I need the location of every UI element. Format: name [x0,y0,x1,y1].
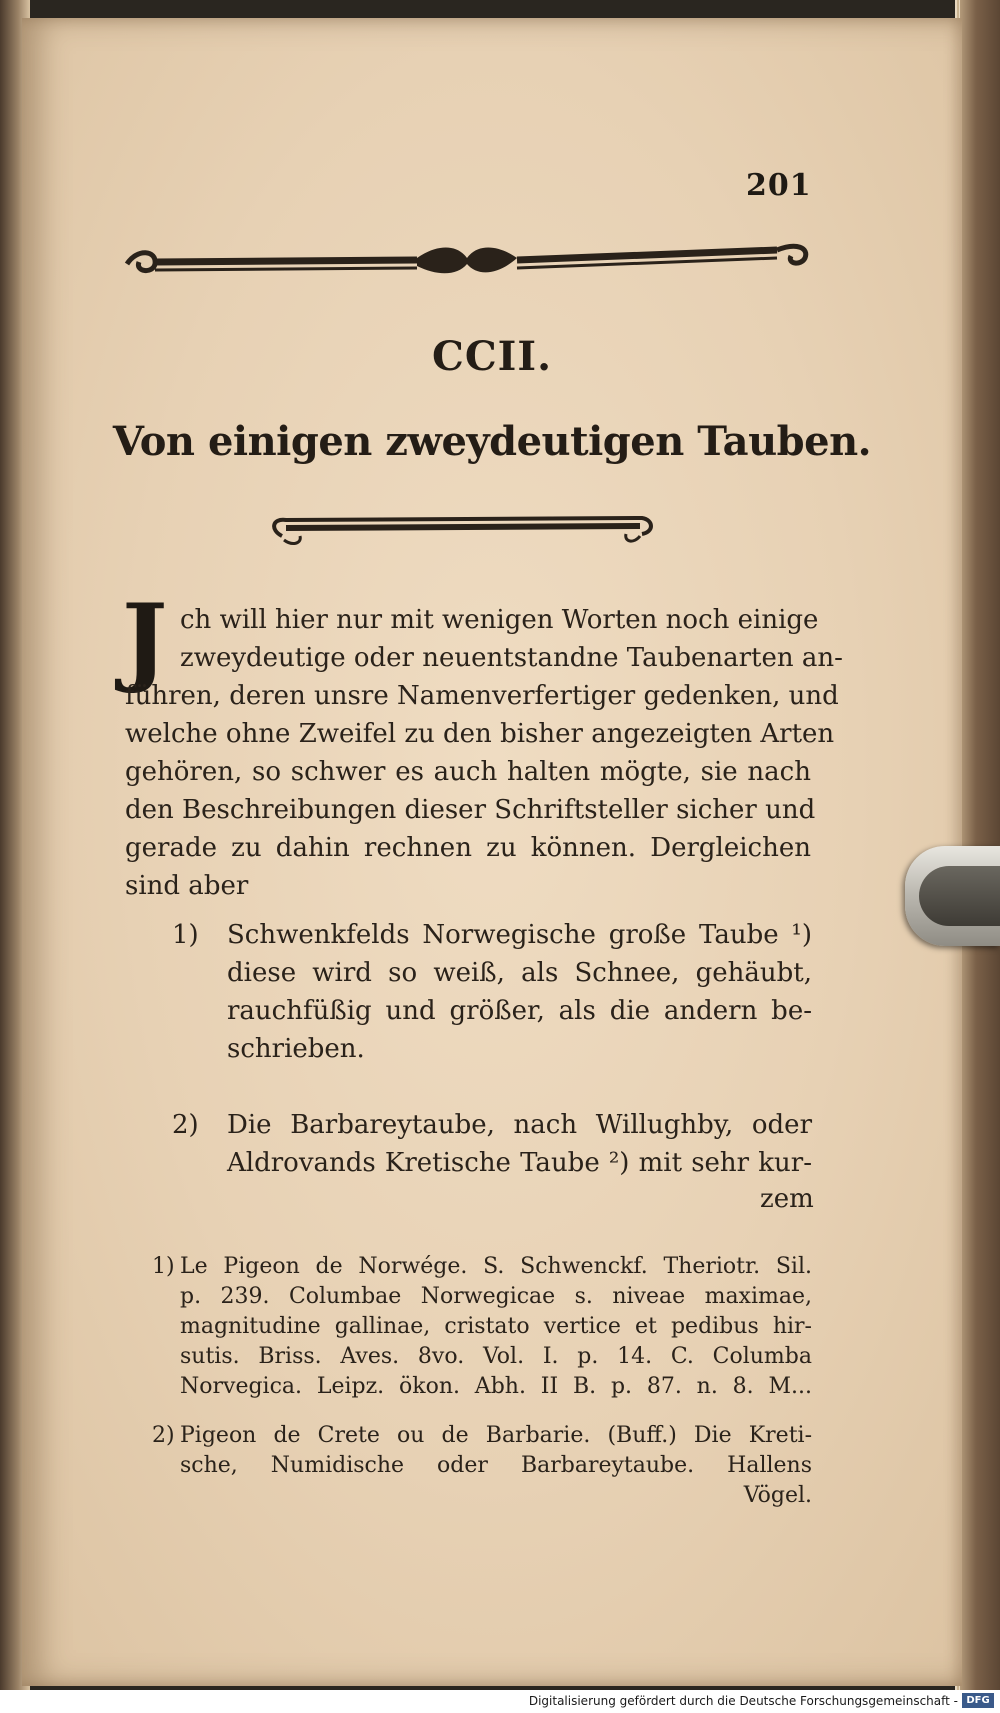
footnote-line: sche, Numidische oder Barbareytaube. Hallens [180,1453,812,1478]
book-clip [905,846,1000,946]
digitization-credit: Digitalisierung gefördert durch die Deutsche Forschungsgemeinschaft - [528,1694,958,1708]
chapter-number: CCII. [431,333,553,380]
list-item-line: schrieben. [227,1034,365,1064]
main-line: sind aber [125,871,249,901]
title-ornament [262,510,662,550]
footnote-line: Le Pigeon de Norwége. S. Schwenckf. Theriotr. Sil. [180,1254,812,1279]
page-number: 201 [746,168,812,203]
footnote-line: magnitudine gallinae, cristato vertice et pedibus hir- [180,1314,812,1339]
main-line: den Beschreibungen dieser Schriftsteller sicher und [125,795,816,825]
catchword: zem [760,1184,814,1214]
footnote-number: 2) [152,1423,175,1448]
list-item-number: 2) [172,1110,199,1140]
dfg-logo-icon: DFG [962,1693,994,1708]
chapter-title: Von einigen zweydeutigen Tauben. [112,418,872,465]
main-line: führen, deren unsre Namenverfertiger gedenken, und [125,681,839,711]
main-line: welche ohne Zweifel zu den bisher angezeigten Arten [125,719,835,749]
list-item-line: Aldrovands Kretische Taube ²) mit sehr kur- [227,1148,812,1178]
bleed-through-text [112,168,832,240]
drop-cap: J [122,583,168,696]
main-paragraph-start [180,601,843,677]
list-item-line: diese wird so weiß, als Schnee, gehäubt, [227,958,812,988]
main-paragraph-rest [125,677,839,905]
list-item-line: Die Barbareytaube, nach Willughby, oder [227,1110,812,1140]
main-line: ch will hier nur mit wenigen Worten noch einige [180,605,819,635]
book-cover-right [960,0,1000,1690]
main-line: gehören, so schwer es auch halten mögte, sie nach [125,757,811,787]
footnote-number: 1) [152,1254,175,1279]
footnote-line: sutis. Briss. Aves. 8vo. Vol. I. p. 14. C. Columba [180,1344,812,1369]
book-page [22,18,962,1686]
book-clip-inner [919,866,1000,926]
main-line: gerade zu dahin rechnen zu können. Dergleichen [125,833,811,863]
list-item-line: rauchfüßig und größer, als die andern be- [227,996,812,1026]
footnote-line: Vögel. [743,1483,812,1508]
footnote-line: Pigeon de Crete ou de Barbarie. (Buff.) Die Kreti- [180,1423,812,1448]
list-item-number: 1) [172,920,199,950]
list-item-line: Schwenkfelds Norwegische große Taube ¹) [227,920,812,950]
footnote-line: p. 239. Columbae Norwegicae s. niveae maximae, [180,1284,812,1309]
main-line: zweydeutige oder neuentstandne Taubenarten an- [180,643,843,673]
top-ornament [117,236,817,286]
footnote-line: Norvegica. Leipz. ökon. Abh. II B. p. 87. n. 8. M... [180,1374,812,1399]
